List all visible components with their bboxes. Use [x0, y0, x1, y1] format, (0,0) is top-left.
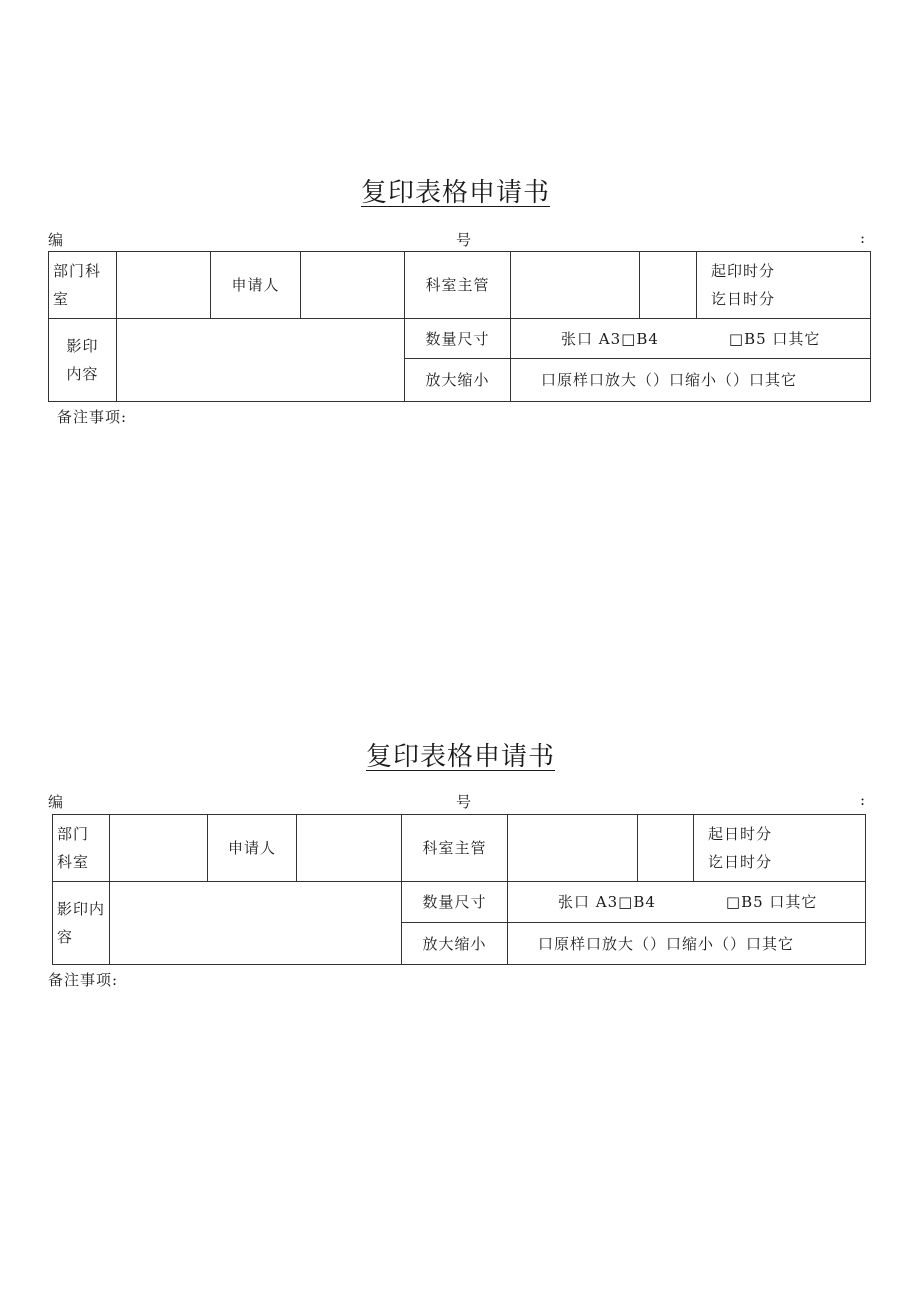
applicant-label: 申请人 [208, 815, 297, 882]
supervisor-field[interactable] [511, 252, 640, 319]
applicant-field[interactable] [301, 252, 405, 319]
number-hao: 号 [456, 231, 472, 249]
scale-label: 放大缩小 [402, 923, 508, 965]
content-label: 影印内 容 [53, 882, 110, 965]
form-title: 复印表格申请书 [361, 178, 551, 208]
qty-options[interactable]: 张口 A3□B4 □B5 口其它 [508, 882, 866, 923]
qty-options[interactable]: 张口 A3□B4 □B5 口其它 [511, 319, 871, 359]
number-label: 编 [48, 793, 64, 811]
dept-label: 部门 科室 [53, 815, 110, 882]
dept-field[interactable] [117, 252, 211, 319]
dept-field[interactable] [110, 815, 208, 882]
qty-label: 数量尺寸 [402, 882, 508, 923]
supervisor-label: 科室主管 [402, 815, 508, 882]
qty-label: 数量尺寸 [405, 319, 511, 359]
scale-label: 放大缩小 [405, 359, 511, 402]
application-table [48, 251, 871, 402]
applicant-field[interactable] [297, 815, 402, 882]
time-label[interactable]: 起日时分 讫日时分 [694, 815, 866, 882]
number-colon: : [860, 791, 866, 809]
scale-options[interactable]: 口原样口放大（）口缩小（）口其它 [508, 923, 866, 965]
number-hao: 号 [456, 793, 472, 811]
dept-label: 部门科 室 [49, 252, 117, 319]
applicant-label: 申请人 [211, 252, 301, 319]
scale-options[interactable]: 口原样口放大（）口缩小（）口其它 [511, 359, 871, 402]
supervisor-label: 科室主管 [405, 252, 511, 319]
content-field[interactable] [110, 882, 402, 965]
application-table [52, 814, 866, 965]
number-colon: : [860, 229, 866, 247]
blank-field[interactable] [638, 815, 694, 882]
number-label: 编 [48, 231, 64, 249]
form-title: 复印表格申请书 [366, 742, 556, 772]
content-label: 影印 内容 [49, 319, 117, 402]
notes-label: 备注事项: [57, 408, 128, 426]
content-field[interactable] [117, 319, 405, 402]
time-label[interactable]: 起印时分 讫日时分 [697, 252, 871, 319]
supervisor-field[interactable] [508, 815, 638, 882]
notes-label: 备注事项: [48, 971, 119, 989]
blank-field[interactable] [640, 252, 697, 319]
